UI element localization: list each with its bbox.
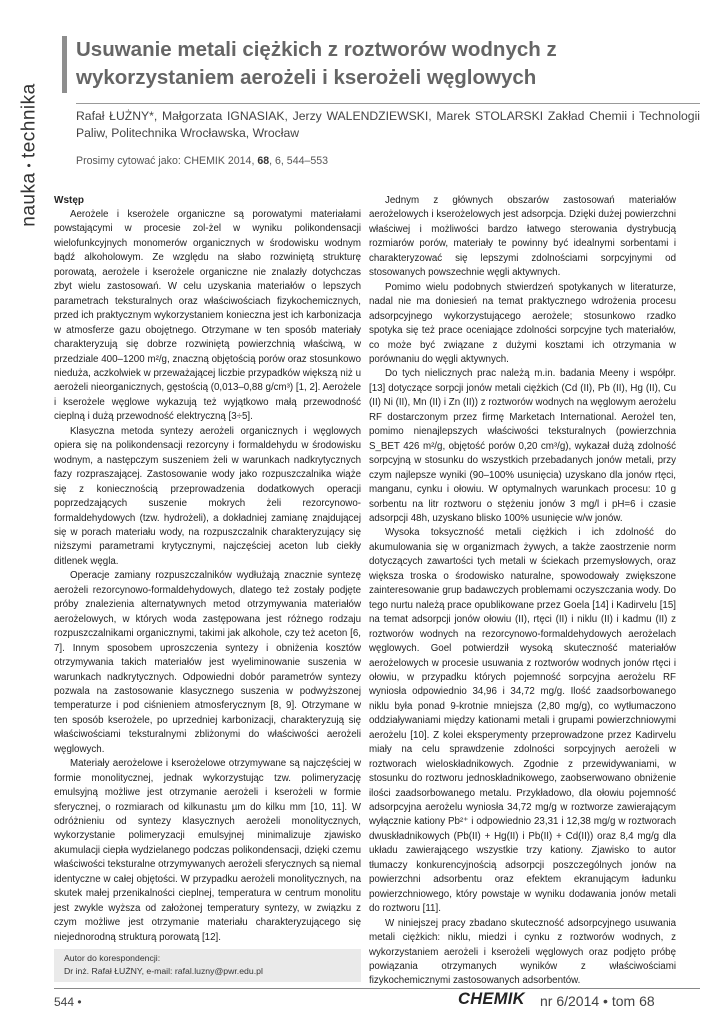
paragraph: W niniejszej pracy zbadano skuteczność adsorpcyjnego usuwania metali ciężkich: niklu, miedzi i cynku z roztworów wodnych, z wykorzystaniem aerożeli i kserożeli węglowych oraz podjęto próbę powiązania otrzymanych wyników z właściwościami fizykochemicznymi zastosowanych adsorbentów. <box>369 917 676 987</box>
correspondence-box <box>54 949 361 982</box>
section-label-separator: • <box>23 163 36 168</box>
citation-volume: 68 <box>257 155 270 167</box>
footer-divider <box>54 988 700 989</box>
section-heading: Wstęp <box>54 195 84 206</box>
correspondence-contact: Dr inż. Rafał ŁUŻNY, e-mail: rafal.luzny@pwr.edu.pl <box>64 966 263 976</box>
section-label-right: technika <box>19 83 41 159</box>
correspondence-label: Autor do korespondencji: <box>64 953 161 963</box>
page-number: 544 • <box>54 995 82 1009</box>
paragraph: Pomimo wielu podobnych stwierdzeń spotykanych w literaturze, nadal nie ma doniesień na temat praktycznego wdrożenia procesu adsorpcyjnego wykorzystującego aerożele; stosunkowo rzadko spotyka się też prace oceniające zdolności sorpcyjne tych materiałów, co może być związane z dużymi kosztami ich otrzymania w porównaniu do węgli aktywnych. <box>369 281 676 365</box>
paragraph: Jednym z głównych obszarów zastosowań materiałów aerożelowych i kserożelowych jest adsorpcja. Dzięki dużej powierzchni właściwej i możliwości bardzo łatwego sterowania dystrybucją rozmiarów porów, materiały te powinny być idealnymi sorbentami i charakteryzować się lepszymi zdolnościami sorpcyjnymi od stosowanych powszechnie węgli aktywnych. <box>369 195 676 279</box>
issue-info: nr 6/2014 • tom 68 <box>540 993 655 1009</box>
journal-logo: CHEMIK <box>458 990 525 1008</box>
citation-prefix: Prosimy cytować jako: CHEMIK 2014, <box>76 155 258 167</box>
section-label-left: nauka <box>19 172 41 227</box>
paragraph: Klasyczna metoda syntezy aerożeli organicznych i węglowych opiera się na polikondensacji rezorcyny i formaldehydu w środowisku wodnym, a następczym suszeniem żeli w warunkach nadkrytycznych fazy rozpraszającej. Zastosowanie wody jako rozpuszczalnika wiąże się z koniecznością przeprowadzenia dodatkowych operacji poprzedzających suszenie mokrych żeli rezorcynowo-formaldehydowych (tzw. hydrożeli), a dokładniej zamianę znajdującej się w porach materiału wody, na rozpuszczalnik charakteryzujący się niższymi parametrami krytycznymi, najczęściej aceton lub ciekły ditlenek węgla. <box>54 425 361 567</box>
citation-suffix: , 6, 544–553 <box>269 155 329 167</box>
section-label <box>18 60 42 250</box>
author-affiliation: Rafał ŁUŻNY*, Małgorzata IGNASIAK, Jerzy WALENDZIEWSKI, Marek STOLARSKI Zakład Chemii i Technologii Paliw, Politechnika Wrocławska, Wrocław <box>76 109 700 140</box>
title-divider <box>76 103 700 104</box>
paragraph: Wysoka toksyczność metali ciężkich i ich zdolność do akumulowania się w organizmach żywych, a także zaostrzenie norm dotyczących zawartości tych metali w ściekach przemysłowych, oraz większa troska o środowisko naturalne, spowodowały zwiększone zainteresowanie grup badawczych problemami oczyszczania wody. Do tego nurtu należą prace opublikowane przez Goela [14] i Kadirvelu [15] na temat adsorpcji jonów ołowiu (II), rtęci (II) i niklu (II) i kadmu (II) z roztworów wodnych na rezorcynowo-formaldehydowych aerożelach węglowych. Goel potwierdził wysoką skuteczność materiałów aerożelowych w procesie usuwania z roztworów wodnych jonów rtęci i ołowiu, w przypadku których pojemność sorpcyjna aerożelu RF wyniosła odpowiednio 34,96 i 34,72 mg/g. Ilość zaadsorbowanego niklu była ponad 9-krotnie mniejsza (2,80 mg/g), co wytłumaczono oddziaływaniami między kationami metali i grupami powierzchniowymi aerożelu [10]. Z kolei eksperymenty przeprowadzone przez Kadirvelu miały na celu sprawdzenie zdolności sorpcyjnych aerożeli w roztworach wieloskładnikowych. Zgodnie z przewidywaniami, w stosunku do roztworu jednoskładnikowego, zaobserwowano obniżenie ilości zaadsorbowanego metalu. Przykładowo, dla ołowiu pojemność adsorpcyjna aerożelu wyniosła 34,72 mg/g w roztworze zawierającym wyłącznie kationy Pb²⁺ i odpowiednio 23,31 i 12,38 mg/g w roztworach dwuskładnikowych (Pb(II) + Hg(II) i Pb(II) + Cd(II)) oraz 8,4 mg/g dla układu zawierającego wszystkie trzy kationy. Zjawisko to autor tłumaczy konkurencyjnością adsorpcji poszczególnych jonów na powierzchni adsorbentu oraz efektem ekranującym ładunku powierzchniowego, który powstaje w wyniku dodawania jonów metali do roztworu [11]. <box>369 527 676 915</box>
citation-line <box>76 155 328 167</box>
paragraph: Aerożele i kserożele organiczne są porowatymi materiałami powstającymi w procesie zol-żel w wyniku polikondensacji wielofunkcyjnych monomerów organicznych w środowisku wodnym bądź alkoholowym. Ze względu na słabo rozwiniętą strukturę porowatą, aerożele i kserożele organiczne nie znalazły dotychczas zbyt wielu zastosowań. W celu uzyskania materiałów o lepszych parametrach teksturalnych oraz właściwościach fizykochemicznych, przed ich praktycznym wykorzystaniem konieczna jest ich karbonizacja w atmosferze gazu obojętnego. Otrzymane w ten sposób materiały charakteryzują się dobrze rozwiniętą powierzchnią właściwą, w przedziale 400–1200 m²/g, znaczną objętością porów oraz stosunkowo nieduża, aczkolwiek w przeważającej liczbie przypadków większą niż u aerożeli nieorganicznych, gęstością (0,013–0,88 g/cm³) [1, 2]. Aerożele i kserożele węglowe wykazują też wyjątkowo małą przewodność cieplną i dużą przewodność elektryczną [3÷5]. <box>54 209 361 423</box>
right-column <box>369 194 676 989</box>
paragraph: Materiały aerożelowe i kserożelowe otrzymywane są najczęściej w formie monolitycznej, jednak wykorzystując tzw. polimeryzację emulsyjną możliwe jest otrzymanie aerożeli i kserożeli w formie sferycznej, o rozmiarach od kilkunastu µm do kilku mm [10, 11]. W odróżnieniu od syntezy klasycznych aerożeli monolitycznych, wykorzystanie polimeryzacji emulsyjnej minimalizuje zjawisko akumulacji ciepła wydzielanego podczas polikondensacji, dzięki czemu właściwości teksturalne otrzymywanych aerożeli sferycznych są niemal identyczne w całej objętości. W przypadku aerożeli monolitycznych, na skutek małej przenikalności cieplnej, temperatura w centrum monolitu jest zwykle wyższa od założonej temperatury syntezy, w związku z czym możliwe jest otrzymanie materiału charakteryzującego się niejednorodną strukturą porowatą [12]. <box>54 758 361 943</box>
title-accent-bar <box>62 36 67 93</box>
article-title: Usuwanie metali ciężkich z roztworów wodnych z wykorzystaniem aerożeli i kserożeli węglowych <box>76 38 557 89</box>
left-column <box>54 194 361 945</box>
paragraph: Do tych nielicznych prac należą m.in. badania Meeny i współpr. [13] dotyczące sorpcji jonów metali ciężkich (Cd (II), Pb (II), Hg (II), Cu (II) Ni (II), Mn (II) i Zn (II)) z roztworów wodnych na węglowym aerożelu RF dostarczonym przez firmę Marketach International. Aerożel ten, pomimo nienajlepszych właściwości teksturalnych (powierzchnia S_BET 426 m²/g, objętość porów 0,20 cm³/g), wykazał dużą zdolność sorpcyjną w stosunku do wszystkich przebadanych jonów metali, przy czym najlepsze wyniki (90–100% usunięcia) uzyskano dla jonów rtęci, manganu, cynku i ołowiu. W optymalnych warunkach procesu: 10 g sorbentu na litr roztworu o stężeniu jonów 3 mg/l i pH=6 i czasie adsorpcji 48h, uzyskano blisko 100% usunięcie w/w jonów. <box>369 368 676 524</box>
paragraph: Operacje zamiany rozpuszczalników wydłużają znacznie syntezę aerożeli rezorcynowo-formaldehydowych, dlatego też zostały podjęte próby znalezienia alternatywnych metod otrzymywania materiałów aerożelowych, w których woda zastępowana jest różnego rodzaju rozpuszczalnikami organicznymi, takimi jak alkohole, czy też aceton [6, 7]. Innym sposobem uproszczenia syntezy i obniżenia kosztów otrzymywania takich materiałów jest wyeliminowanie suszenia w warunkach nadkrytycznych. Odpowiedni dobór parametrów syntezy pozwala na zastosowanie klasycznego suszenia w podwyższonej temperaturze i pod ciśnieniem atmosferycznym [8, 9]. Otrzymane w ten sposób kserożele, po uprzedniej karbonizacji, charakteryzują się właściwościami teksturalnymi zbliżonymi do właściwości aerożeli węglowych. <box>54 570 361 755</box>
